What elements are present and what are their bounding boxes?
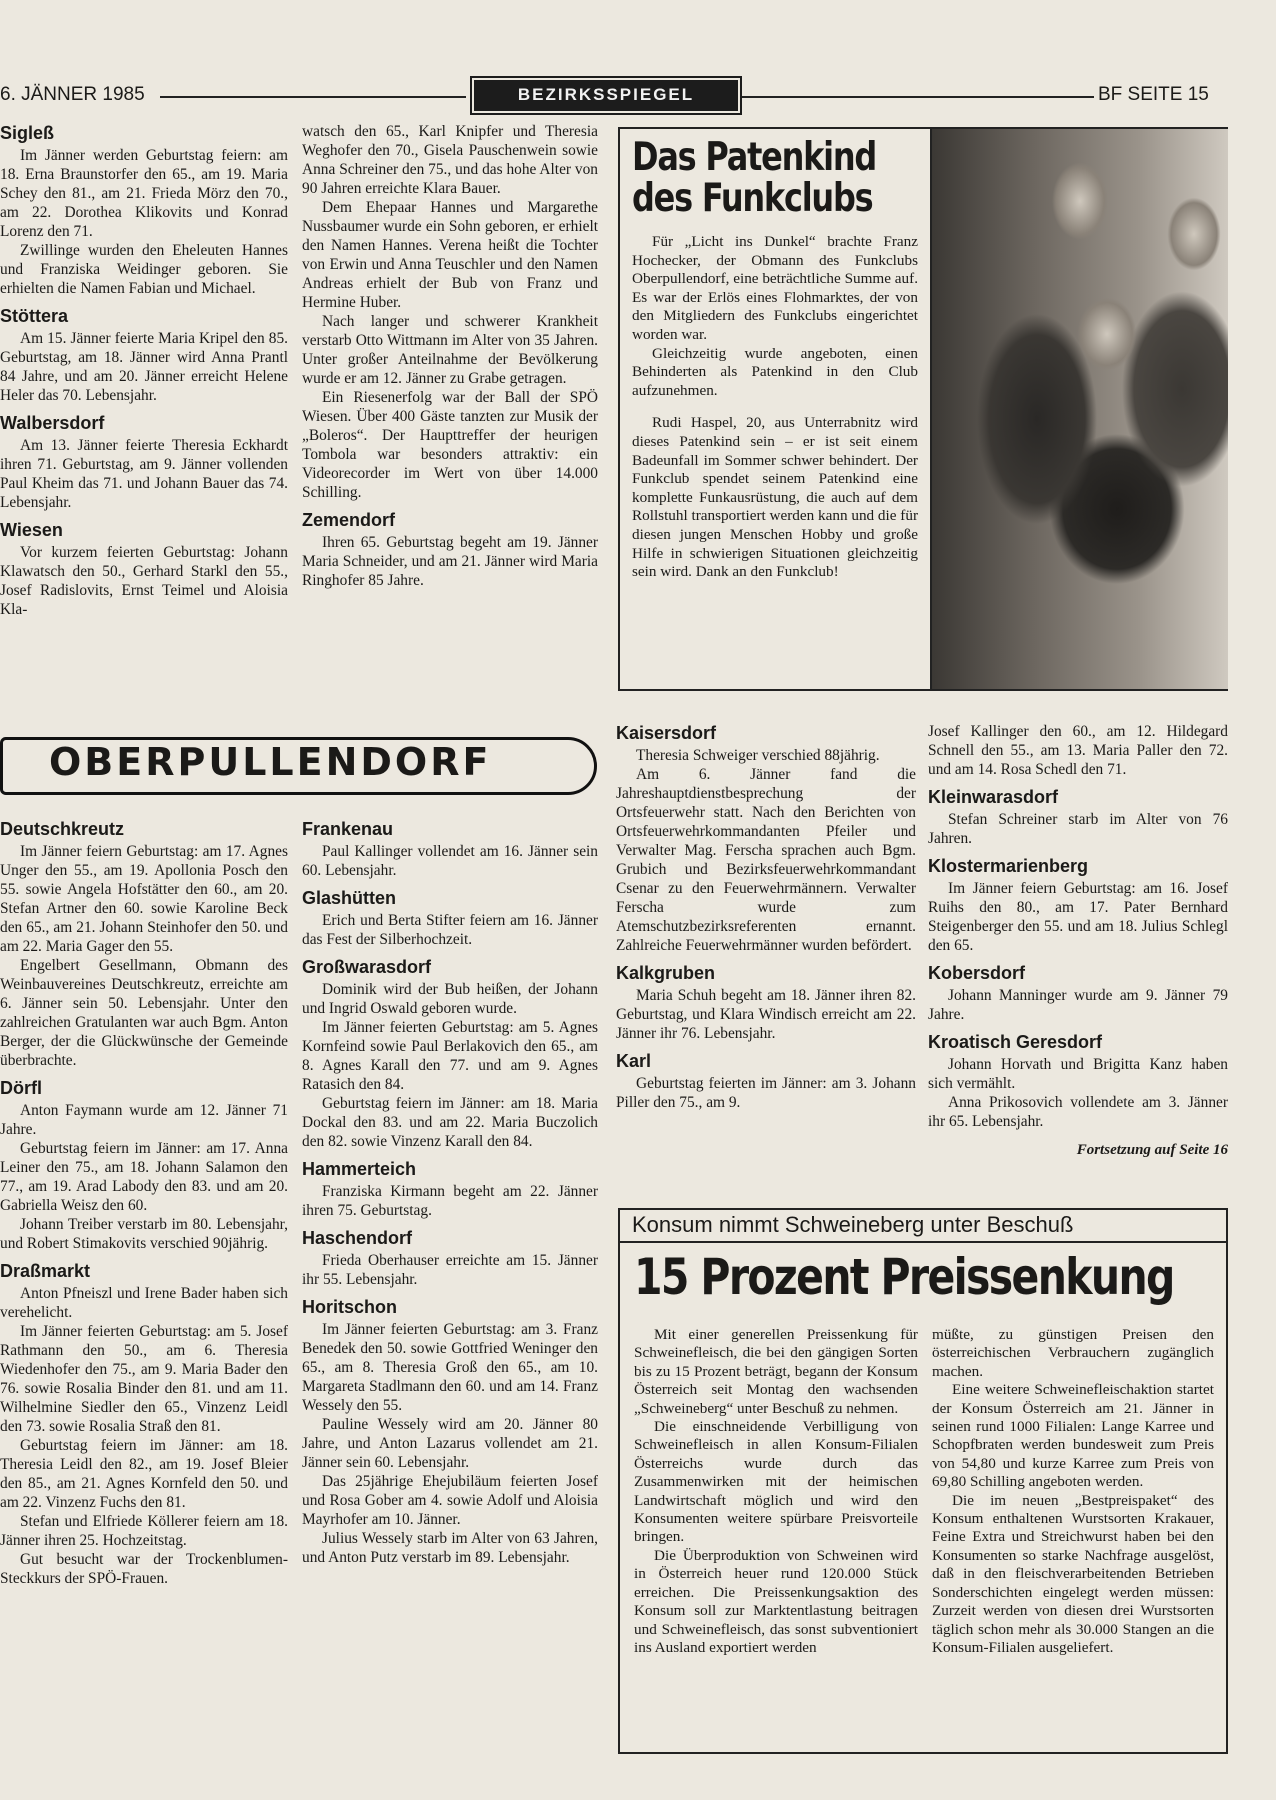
funkclub-photo [930, 129, 1228, 689]
header-date: 6. JÄNNER 1985 [0, 84, 145, 105]
section-heading: Haschendorf [302, 1228, 413, 1248]
paragraph: Nach langer und schwerer Krankheit verstarb Otto Wittmann im Alter von 35 Jahren. Unter großer Anteilnahme der Bevölkerung wurde er am 12. Jänner zu Grabe getragen. [302, 313, 598, 387]
paragraph: Frieda Oberhauser erreichte am 15. Jänner ihr 55. Lebensjahr. [302, 1252, 598, 1288]
paragraph: Dominik wird der Bub heißen, der Johann und Ingrid Oswald geboren wurde. [302, 981, 598, 1017]
patenkind-text [632, 233, 918, 582]
column-3 [0, 818, 288, 1588]
paragraph: Geburtstag feierten im Jänner: am 3. Johann Piller den 75., am 9. [616, 1075, 916, 1111]
paragraph: Gut besucht war der Trockenblumen-Steckkurs der SPÖ-Frauen. [0, 1551, 288, 1587]
paragraph: Pauline Wessely wird am 20. Jänner 80 Jahre, und Anton Lazarus vollendet am 21. Jänner sein 60. Lebensjahr. [302, 1416, 598, 1471]
region-banner: OBERPULLENDORF [0, 737, 597, 795]
paragraph: Die im neuen „Bestpreispaket“ des Konsum enthaltenen Wurstsorten Krakauer, Feine Extra und Streichwurst haben bei den Konsumenten so starke Nachfrage ausgelöst, daß in den fleischverarbeitenden Betrieben Sonderschichten eingelegt werden müssen: Zurzeit werden von diesen drei Wurstsorten täglich schon mehr als 30.000 Stangen an die Konsum-Filialen ausgeliefert. [932, 1491, 1214, 1656]
paragraph: Mit einer generellen Preissenkung für Schweinefleisch, die bei den gängigen Sorten bis zu 15 Prozent beträgt, begann der Konsum Österreich seit Montag den wachsenden „Schweineberg“ unter Beschuß zu nehmen. [634, 1326, 918, 1417]
section-heading: Kroatisch Geresdorf [928, 1032, 1103, 1052]
paragraph: Engelbert Gesellmann, Obmann des Weinbauvereines Deutschkreutz, erreichte am 6. Jänner sein 50. Lebensjahr. Unter den zahlreichen Gratulanten war auch Bgm. Anton Berger, der die Glückwünsche der Gemeinde überbrachte. [0, 957, 288, 1069]
patenkind-headline-wrap [632, 137, 884, 219]
paragraph: Im Jänner feierten Geburtstag: am 5. Josef Rathmann den 50., am 6. Theresia Wiedenhofer den 75., am 9. Maria Bader den 76. sowie Rosalia Binder den 81. und am 11. Wilhelmine Siedler den 65., Vinzenz Leidl den 73. sowie Rosalia Straß den 81. [0, 1323, 288, 1435]
paragraph: Geburtstag feiern im Jänner: am 18. Theresia Leidl den 82., am 19. Josef Bleier den 85., am 21. Agnes Kornfeld den 50. und am 22. Vinzenz Fuchs den 81. [0, 1437, 288, 1511]
paragraph: Johann Horvath und Brigitta Kanz haben sich vermählt. [928, 1056, 1228, 1092]
paragraph: Josef Kallinger den 60., am 12. Hildegard Schnell den 55., am 13. Maria Paller den 72. und am 14. Rosa Schedl den 71. [928, 723, 1228, 778]
continuation-note: Fortsetzung auf Seite 16 [1076, 1142, 1228, 1158]
section-heading: Kleinwarasdorf [928, 787, 1059, 807]
paragraph: Für „Licht ins Dunkel“ brachte Franz Hochecker, der Obmann des Funkclubs Oberpullendorf, eine beträchtliche Summe auf. Es war der Erlös eines Flohmarktes, der von den Mitgliedern des Funkclubs eingerichtet worden war. [632, 233, 918, 343]
paragraph: Paul Kallinger vollendet am 16. Jänner sein 60. Lebensjahr. [302, 843, 598, 879]
section-heading: Kaisersdorf [616, 723, 717, 743]
section-heading: Stöttera [0, 306, 69, 326]
paragraph: watsch den 65., Karl Knipfer und Theresia Weghofer den 70., Gisela Pauschenwein sowie Anna Schreiner den 75., und das hohe Alter von 90 Jahren erreichte Klara Bauer. [302, 123, 598, 197]
section-heading: Sigleß [0, 123, 55, 143]
paragraph: Das 25jährige Ehejubiläum feierten Josef und Rosa Gober am 4. sowie Adolf und Aloisia Mayrhofer am 10. Jänner. [302, 1473, 598, 1528]
paragraph: Anton Pfneiszl und Irene Bader haben sich verehelicht. [0, 1285, 288, 1321]
section-heading: Wiesen [0, 520, 63, 540]
paragraph: Julius Wessely starb im Alter von 63 Jahren, und Anton Putz verstarb im 89. Lebensjahr. [302, 1530, 598, 1566]
section-heading: Deutschkreutz [0, 819, 125, 839]
paragraph: Anton Faymann wurde am 12. Jänner 71 Jahre. [0, 1102, 288, 1138]
column-4 [302, 818, 598, 1567]
paragraph: müßte, zu günstigen Preisen den österreichischen Verbrauchern zugänglich machen. [932, 1326, 1214, 1380]
konsum-col-1 [634, 1326, 918, 1657]
section-heading: Klostermarienberg [928, 856, 1089, 876]
paragraph: Dem Ehepaar Hannes und Margarethe Nussbaumer wurde ein Sohn geboren, er erhielt den Namen Hannes. Verena heißt die Tochter von Erwin und Anna Teuschler und den Namen Andreas erhielt der Bub von Franz und Hermine Huber. [302, 199, 598, 311]
paragraph: Die Überproduktion von Schweinen wird in Österreich heuer rund 120.000 Stück erreichen. Die Preissenkungsaktion des Konsum soll zur Marktentlastung beitragen und Schweinefleisch, das sonst subventioniert ins Ausland exportiert werden [634, 1546, 918, 1656]
paragraph: Gleichzeitig wurde angeboten, einen Behinderten als Patenkind in den Club aufzunehmen. [632, 344, 918, 399]
konsum-headline: 15 Prozent Preissenkung [634, 1248, 1174, 1306]
paragraph: Ihren 65. Geburtstag begeht am 19. Jänner Maria Schneider, und am 21. Jänner wird Maria Ringhofer 85 Jahre. [302, 534, 598, 589]
header-page: BF SEITE 15 [1098, 84, 1209, 105]
paragraph: Am 15. Jänner feierte Maria Kripel den 85. Geburtstag, am 18. Jänner wird Anna Prantl 84 Jahre, und am 20. Jänner erreicht Helene Heler das 70. Lebensjahr. [0, 330, 288, 404]
section-heading: Walbersdorf [0, 413, 105, 433]
section-badge: BEZIRKSSPIEGEL [474, 80, 738, 111]
section-heading: Zemendorf [302, 510, 396, 530]
paragraph: Anna Prikosovich vollendete am 3. Jänner ihr 65. Lebensjahr. [928, 1094, 1228, 1130]
paragraph: Am 6. Jänner fand die Jahreshauptdienstbesprechung der Ortsfeuerwehr statt. Nach den Berichten von Ortsfeuerwehrkommandanten Pfeiler und Verwalter Mag. Ferscha sprachen auch Bgm. Grubich und Bezirksfeuerwehrkommandant Csenar zu den Feuerwehrmännern. Verwalter Ferscha wurde zum Atemschutzbezirksreferenten ernannt. Zahlreiche Feuerwehrmänner wurden befördert. [616, 766, 916, 954]
paragraph: Maria Schuh begeht am 18. Jänner ihren 82. Geburtstag, und Klara Windisch erreicht am 22. Jänner ihr 76. Lebensjahr. [616, 987, 916, 1042]
paragraph: Theresia Schweiger verschied 88jährig. [636, 747, 880, 764]
section-heading: Draßmarkt [0, 1261, 91, 1281]
paragraph: Johann Manninger wurde am 9. Jänner 79 Jahre. [928, 987, 1228, 1023]
section-heading: Kalkgruben [616, 963, 716, 983]
konsum-col-2 [932, 1326, 1214, 1657]
header-rule-left [160, 96, 466, 98]
header-rule-right [742, 96, 1094, 98]
patenkind-box [618, 127, 1228, 691]
patenkind-headline: Das Patenkind des Funkclubs [632, 135, 877, 221]
konsum-headline-wrap [634, 1250, 1214, 1304]
paragraph: Im Jänner werden Geburtstag feiern: am 18. Erna Braunstorfer den 65., am 19. Maria Schey den 81., am 21. Frieda Mörz den 70., am 22. Dorothea Klikovits und Konrad Lorenz den 71. [0, 147, 288, 240]
paragraph: Die einschneidende Verbilligung von Schweinefleisch in allen Konsum-Filialen Österreichs wurde durch das Zusammenwirken mit der heimischen Landwirtschaft möglich und wird den Konsumenten weitere spürbare Preisvorteile bringen. [634, 1418, 918, 1546]
konsum-subhead: Konsum nimmt Schweineberg unter Beschuß [620, 1210, 1226, 1243]
paragraph: Eine weitere Schweinefleischaktion startet der Konsum Österreich am 21. Jänner in seinen rund 1000 Filialen: Lange Karree und Schopfbraten werden bundesweit zum Preis von 54,80 und kurze Karree zum Preis von 69,80 Schilling angeboten werden. [932, 1381, 1214, 1491]
paragraph: Im Jänner feierten Geburtstag: am 5. Agnes Kornfeind sowie Paul Berlakovich den 65., am 8. Agnes Karall den 77. und am 9. Agnes Ratasich den 84. [302, 1019, 598, 1093]
paragraph: Vor kurzem feierten Geburtstag: Johann Klawatsch den 50., Gerhard Starkl den 55., Josef Radislovits, Ernst Teimel und Aloisia Kla- [0, 544, 288, 618]
paragraph: Zwillinge wurden den Eheleuten Hannes und Franziska Weidinger geboren. Sie erhielten die Namen Fabian und Michael. [0, 242, 288, 297]
paragraph: Im Jänner feiern Geburtstag: am 17. Agnes Unger den 55., am 19. Apollonia Posch den 55. sowie Angela Hofstätter den 60., am 20. Stefan Artner den 60. sowie Karoline Beck den 65., am 21. Johann Steinhofer den 50. und am 22. Maria Gager den 55. [0, 843, 288, 955]
paragraph: Im Jänner feierten Geburtstag: am 3. Franz Benedek den 50. sowie Gottfried Weninger den 65., am 8. Theresia Groß den 65., am 10. Margareta Stadlmann den 60. und am 14. Franz Wessely den 55. [302, 1321, 598, 1414]
column-2 [302, 122, 598, 590]
paragraph: Erich und Berta Stifter feiern am 16. Jänner das Fest der Silberhochzeit. [302, 912, 598, 948]
paragraph: Franziska Kirmann begeht am 22. Jänner ihren 75. Geburtstag. [302, 1183, 598, 1219]
section-heading: Horitschon [302, 1297, 398, 1317]
paragraph: Rudi Haspel, 20, aus Unterrabnitz wird dieses Patenkind sein – er ist seit einem Badeunfall im Sommer schwer behindert. Der Funkclub spendet seinem Patenkind eine komplette Funkausrüstung, die auch auf dem Rollstuhl transportiert werden kann und die für diesen jungen Menschen Hobby und große Hilfe in schwierigen Situationen gleichzeitig sein wird. Dank an den Funkclub! [632, 414, 918, 581]
paragraph: Stefan Schreiner starb im Alter von 76 Jahren. [928, 811, 1228, 847]
konsum-box [618, 1208, 1228, 1754]
column-6 [928, 722, 1228, 1160]
column-1 [0, 122, 288, 619]
paragraph: Am 13. Jänner feierte Theresia Eckhardt ihren 71. Geburtstag, am 9. Jänner vollenden Paul Kheim das 71. und Johann Bauer das 74. Lebensjahr. [0, 437, 288, 511]
paragraph: Johann Treiber verstarb im 80. Lebensjahr, und Robert Stimakovits verschied 90jährig. [0, 1216, 288, 1252]
section-heading: Karl [616, 1051, 652, 1071]
section-heading: Großwarasdorf [302, 957, 432, 977]
section-heading: Dörfl [0, 1078, 42, 1098]
section-heading: Kobersdorf [928, 963, 1026, 983]
paragraph: Geburtstag feiern im Jänner: am 17. Anna Leiner den 75., am 18. Johann Salamon den 77., am 19. Arad Labody den 83. und am 20. Gabriella Weisz den 60. [0, 1140, 288, 1214]
column-5 [616, 722, 916, 1112]
section-heading: Frankenau [302, 819, 394, 839]
paragraph: Ein Riesenerfolg war der Ball der SPÖ Wiesen. Über 400 Gäste tanzten zur Musik der „Boleros“. Der Haupttreffer der heurigen Tombola war besonders attraktiv: ein Videorecorder im Wert von über 14.000 Schilling. [302, 389, 598, 501]
paragraph: Im Jänner feiern Geburtstag: am 16. Josef Ruihs den 80., am 17. Pater Bernhard Steigenberger den 55. und am 18. Julius Schlegl den 65. [928, 880, 1228, 954]
paragraph: Geburtstag feiern im Jänner: am 18. Maria Dockal den 83. und am 22. Maria Buczolich den 82. sowie Vinzenz Karall den 84. [302, 1095, 598, 1150]
paragraph: Stefan und Elfriede Köllerer feiern am 18. Jänner ihren 25. Hochzeitstag. [0, 1513, 288, 1549]
section-heading: Hammerteich [302, 1159, 417, 1179]
section-heading: Glashütten [302, 888, 397, 908]
